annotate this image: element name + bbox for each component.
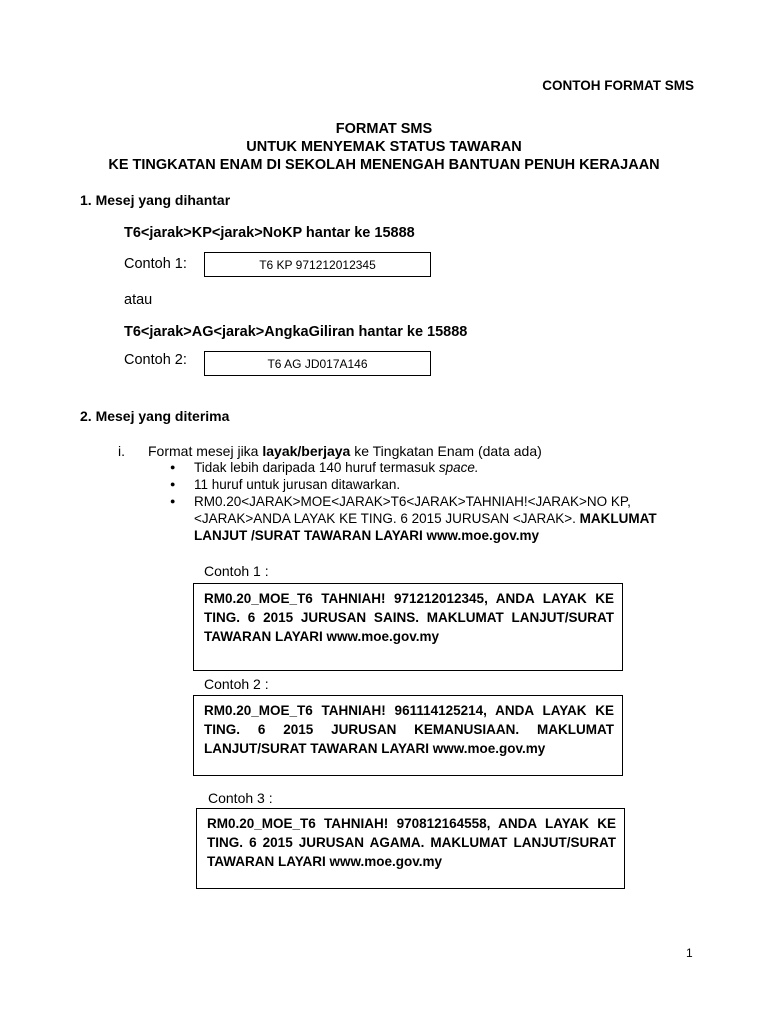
- example-2-label: Contoh 2:: [124, 352, 187, 368]
- sms-example-1-box: [193, 583, 623, 671]
- sms-example-3-label: Contoh 3 :: [208, 790, 273, 806]
- sms-example-3-text: RM0.20_MOE_T6 TAHNIAH! 970812164558, ANDA LAYAK KE TING. 6 2015 JURUSAN AGAMA. MAKLUMAT LANJUT/SURAT TAWARAN LAYARI www.moe.gov.my: [207, 816, 616, 869]
- format-ag: T6<jarak>AG<jarak>AngkaGiliran hantar ke 15888: [124, 324, 468, 340]
- item-text-bold: layak/berjaya: [262, 443, 351, 459]
- bullet-3-text: RM0.20<JARAK>MOE<JARAK>T6<JARAK>TAHNIAH!<JARAK>NO KP,<JARAK>ANDA LAYAK KE TING. 6 2015 JURUSAN <JARAK>.: [194, 494, 631, 526]
- item-number: i.: [118, 443, 125, 459]
- document-tag: CONTOH FORMAT SMS: [542, 78, 694, 93]
- section-2-heading: 2. Mesej yang diterima: [80, 408, 230, 424]
- title-line-3: KE TINGKATAN ENAM DI SEKOLAH MENENGAH BANTUAN PENUH KERAJAAN: [108, 157, 660, 173]
- format-kp: T6<jarak>KP<jarak>NoKP hantar ke 15888: [124, 225, 415, 241]
- item-text-post: ke Tingkatan Enam (data ada): [350, 443, 542, 459]
- example-2-box: [204, 351, 431, 376]
- title-line-1: FORMAT SMS: [335, 121, 433, 137]
- sms-example-1-text: RM0.20_MOE_T6 TAHNIAH! 971212012345, ANDA LAYAK KE TING. 6 2015 JURUSAN SAINS. MAKLUMAT LANJUT/SURAT TAWARAN LAYARI www.moe.gov.my: [204, 591, 614, 644]
- sms-example-2-label: Contoh 2 :: [204, 676, 269, 692]
- sms-example-2-box: [193, 695, 623, 776]
- sms-example-1-label: Contoh 1 :: [204, 563, 269, 579]
- example-1-label: Contoh 1:: [124, 256, 187, 272]
- sms-example-2-text: RM0.20_MOE_T6 TAHNIAH! 961114125214, ANDA LAYAK KE TING. 6 2015 JURUSAN KEMANUSIAAN. MAKLUMAT LANJUT/SURAT TAWARAN LAYARI www.moe.gov.my: [204, 703, 614, 756]
- bullet-1: [170, 459, 710, 476]
- bullet-2: [170, 476, 710, 493]
- title-line-2: UNTUK MENYEMAK STATUS TAWARAN: [246, 139, 522, 155]
- bullet-3: [170, 493, 710, 544]
- bullet-1-italic: space.: [438, 460, 479, 475]
- page-number: 1: [686, 946, 693, 960]
- bullet-3-bold: MAKLUMAT LANJUT /SURAT TAWARAN LAYARI www.moe.gov.my: [194, 511, 657, 543]
- or-text: atau: [124, 292, 153, 308]
- bullet-1-text: Tidak lebih daripada 140 huruf termasuk: [194, 460, 439, 475]
- example-1-value: T6 KP 971212012345: [259, 257, 376, 272]
- item-text: [148, 443, 542, 459]
- sms-example-3-box: [196, 808, 625, 889]
- bullet-list: [170, 459, 710, 544]
- example-1-box: [204, 252, 431, 277]
- item-text-pre: Format mesej jika: [148, 443, 263, 459]
- section-1-heading: 1. Mesej yang dihantar: [80, 192, 231, 208]
- example-2-value: T6 AG JD017A146: [267, 356, 368, 371]
- bullet-2-text: 11 huruf untuk jurusan ditawarkan.: [194, 477, 401, 492]
